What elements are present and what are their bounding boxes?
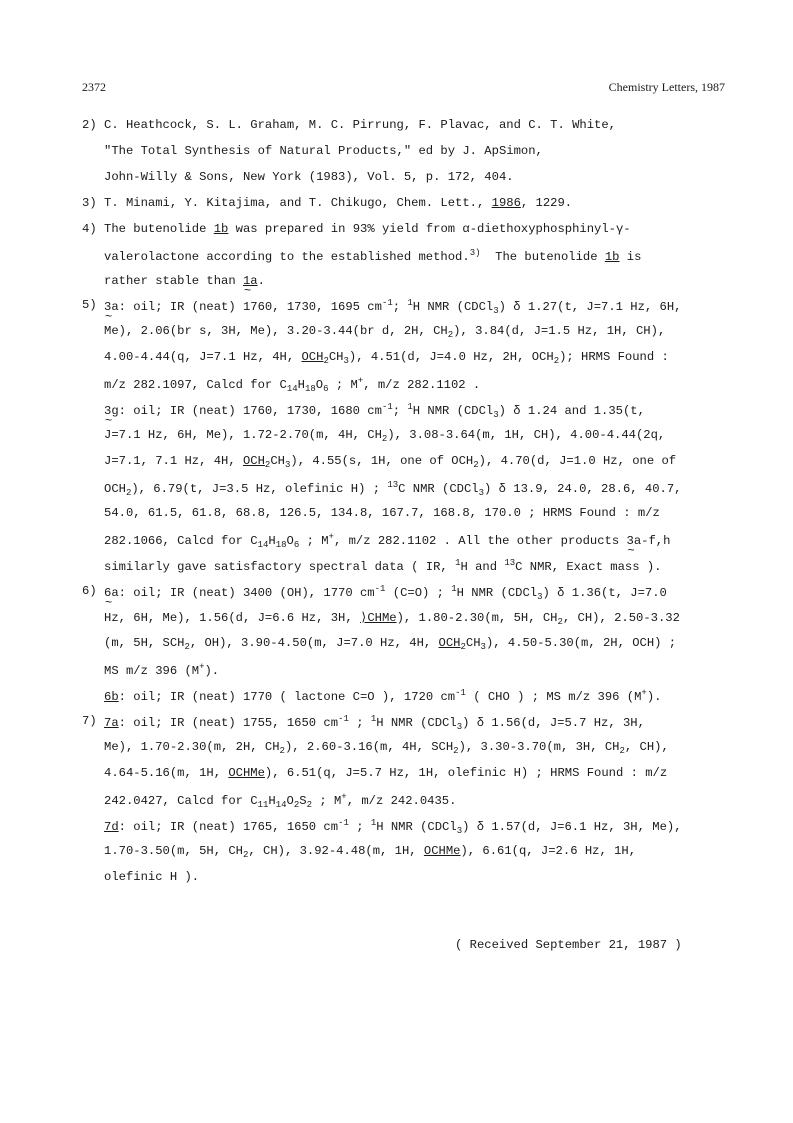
journal-title: Chemistry Letters, 1987 — [608, 80, 725, 94]
note-number: 7) — [82, 714, 97, 728]
note-line: J=7.1, 7.1 Hz, 4H, $OCH_2CH_3$), 4.55(s, 1H, one of $OCH_2$), 4.70(d, J=1.0 Hz, one of — [104, 454, 677, 470]
compound-range: 3a-f,h ~ — [627, 534, 671, 548]
page-header — [82, 80, 725, 100]
note-line: Hz, 6H, Me), 1.56(d, J=6.6 Hz, 3H, ⟩CHMe), 1.80-2.30(m, 5H, $CH_2$, CH), 2.50-3.32 — [104, 611, 680, 627]
compound-label: 7a — [104, 716, 119, 730]
note-line: 7d: oil; IR (neat) 1765, 1650 $cm^{-1}$ ; $^1$H NMR (CDCl$_3$) δ 1.57(d, J=6.1 Hz, 3H, Me), — [104, 818, 682, 836]
note-line: 1.70-3.50(m, 5H, $CH_2$, CH), 3.92-4.48(m, 1H, OCHMe), 6.61(q, J=2.6 Hz, 1H, — [104, 844, 637, 860]
page-number: 2372 — [82, 80, 106, 94]
compound-label: 1b — [213, 222, 229, 236]
note-number: 3) — [82, 196, 97, 210]
compound-label: 3a ~ — [104, 300, 119, 314]
note-line: m/z 282.1097, Calcd for $C_{14}H_{18}O_6$ ; M+, m/z 282.1102 . — [104, 376, 481, 394]
note-number: 4) — [82, 222, 97, 236]
note-line: Me), 1.70-2.30(m, 2H, $CH_2$), 2.60-3.16(m, 4H, $SCH_2$), 3.30-3.70(m, 3H, $CH_2$, CH), — [104, 740, 669, 756]
compound-label: 1a ~ — [243, 274, 258, 288]
note-line: "The Total Synthesis of Natural Products," ed by J. ApSimon, — [104, 144, 543, 158]
ref-superscript: 3) — [469, 248, 481, 258]
note-line: olefinic H ). — [104, 870, 200, 884]
compound-label: 1b — [604, 250, 620, 264]
note-line: J=7.1 Hz, 6H, Me), 1.72-2.70(m, 4H, $CH_2$), 3.08-3.64(m, 1H, CH), 4.00-4.44(2q, — [104, 428, 666, 444]
compound-label: 7d — [104, 820, 119, 834]
note-line: $OCH_2$), 6.79(t, J=3.5 Hz, olefinic H) ; $^{13}$C NMR (CDCl$_3$) δ 13.9, 24.0, 28.6, 40.7, — [104, 480, 682, 498]
note-line: valerolactone according to the established method.$^{3)}$ The butenolide 1b is — [104, 248, 642, 264]
note-6 — [82, 584, 732, 704]
note-line: rather stable than 1a ~. — [104, 274, 265, 288]
note-line: similarly gave satisfactory spectral data ( IR, $^1$H and $^{13}$C NMR, Exact mass ). — [104, 558, 662, 574]
note-line: 4.00-4.44(q, J=7.1 Hz, 4H, $OCH_2CH_3$), 4.51(d, J=4.0 Hz, 2H, $OCH_2$); HRMS Found : — [104, 350, 669, 366]
compound-label: 3g ~ — [104, 404, 119, 418]
note-line: Me), 2.06(br s, 3H, Me), 3.20-3.44(br d, 2H, $CH_2$), 3.84(d, J=1.5 Hz, 1H, CH), — [104, 324, 666, 340]
note-2 — [82, 118, 732, 184]
note-line: MS m/z 396 (M+). — [104, 662, 220, 678]
note-line: 3a ~: oil; IR (neat) 1760, 1730, 1695 $cm^{-1}$; $^1$H NMR (CDCl$_3$) δ 1.27(t, J=7.1 Hz, 6H, — [104, 298, 682, 316]
compound-label: 6b — [104, 690, 119, 704]
note-line: 282.1066, Calcd for $C_{14}H_{18}O_6$ ; M+, m/z 282.1102 . All the other products 3a-f,h ~ — [104, 532, 670, 550]
note-line: 4.64-5.16(m, 1H, OCHMe), 6.51(q, J=5.7 Hz, 1H, olefinic H) ; HRMS Found : m/z — [104, 766, 668, 780]
note-line: 7a: oil; IR (neat) 1755, 1650 $cm^{-1}$ ; $^1$H NMR (CDCl$_3$) δ 1.56(d, J=5.7 Hz, 3H, — [104, 714, 645, 732]
note-number: 6) — [82, 584, 97, 598]
note-line: John-Willy & Sons, New York (1983), Vol. 5, p. 172, 404. — [104, 170, 514, 184]
note-7 — [82, 714, 732, 884]
received-date: ( Received September 21, 1987 ) — [455, 938, 682, 952]
note-number: 2) — [82, 118, 97, 132]
note-line: The butenolide 1b was prepared in 93% yield from α-diethoxyphosphinyl-γ- — [104, 222, 631, 236]
note-4 — [82, 222, 732, 288]
note-line: C. Heathcock, S. L. Graham, M. C. Pirrung, F. Plavac, and C. T. White, — [104, 118, 616, 132]
note-line: 6a ~: oil; IR (neat) 3400 (OH), 1770 $cm^{-1}$ (C=O) ; $^1$H NMR (CDCl$_3$) δ 1.36(t, J=7.0 — [104, 584, 667, 602]
volume-year: 1986 — [491, 196, 521, 210]
note-number: 5) — [82, 298, 97, 312]
note-line: 3g ~: oil; IR (neat) 1760, 1730, 1680 $cm^{-1}$; $^1$H NMR (CDCl$_3$) δ 1.24 and 1.35(t, — [104, 402, 645, 420]
note-line: 6b: oil; IR (neat) 1770 ( lactone C=O ), 1720 $cm^{-1}$ ( CHO ) ; MS m/z 396 (M+). — [104, 688, 662, 704]
note-line: 54.0, 61.5, 61.8, 68.8, 126.5, 134.8, 167.7, 168.8, 170.0 ; HRMS Found : m/z — [104, 506, 660, 520]
note-line: 242.0427, Calcd for $C_{11}H_{14}O_2S_2$ ; M+, m/z 242.0435. — [104, 792, 457, 810]
compound-label: 6a ~ — [104, 586, 119, 600]
note-5 — [82, 298, 732, 574]
note-line: (m, 5H, $SCH_2$, OH), 3.90-4.50(m, J=7.0 Hz, 4H, $OCH_2CH_3$), 4.50-5.30(m, 2H, OCH) ; — [104, 636, 677, 652]
note-line: T. Minami, Y. Kitajima, and T. Chikugo, Chem. Lett., 1986, 1229. — [104, 196, 573, 210]
